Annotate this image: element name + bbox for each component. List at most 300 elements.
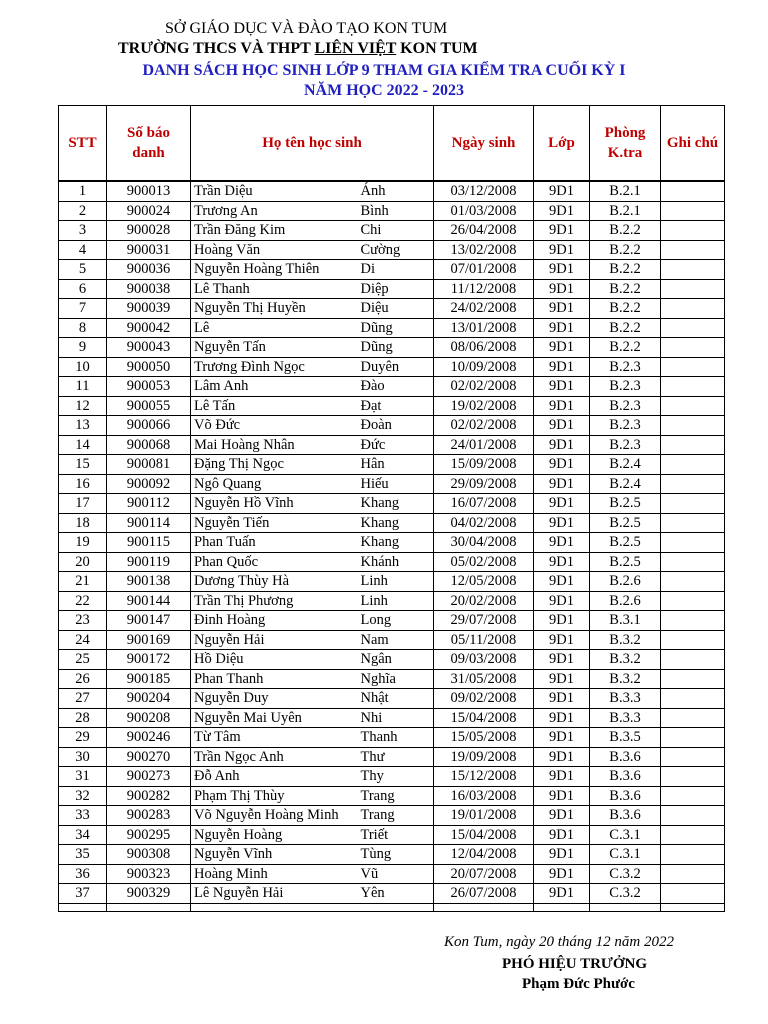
row-given-name: Nhi: [359, 708, 434, 728]
row-room: B.3.6: [590, 747, 661, 767]
row-sbd: 900283: [107, 806, 191, 826]
row-dob: 09/02/2008: [434, 689, 534, 709]
row-given-name: Tùng: [359, 845, 434, 865]
row-given-name: Đạt: [359, 396, 434, 416]
row-class: 9D1: [534, 650, 590, 670]
row-dob: 15/12/2008: [434, 767, 534, 787]
table-row: [59, 533, 725, 553]
row-room: B.2.2: [590, 318, 661, 338]
row-last-middle-name: Nguyễn Hồ Vĩnh: [191, 494, 359, 514]
row-stt: 8: [59, 318, 107, 338]
row-sbd: 900273: [107, 767, 191, 787]
row-sbd: 900039: [107, 299, 191, 319]
row-dob: 26/04/2008: [434, 221, 534, 241]
row-room: B.2.3: [590, 377, 661, 397]
row-dob: 01/03/2008: [434, 201, 534, 221]
row-class: 9D1: [534, 864, 590, 884]
row-given-name: Ngân: [359, 650, 434, 670]
row-sbd: 900081: [107, 455, 191, 475]
school-year: NĂM HỌC 2022 - 2023: [304, 82, 464, 99]
row-dob: 24/02/2008: [434, 299, 534, 319]
row-dob: 02/02/2008: [434, 377, 534, 397]
table-row: [59, 299, 725, 319]
row-class: 9D1: [534, 747, 590, 767]
row-last-middle-name: Nguyễn Mai Uyên: [191, 708, 359, 728]
table-row: [59, 201, 725, 221]
row-room: B.3.2: [590, 650, 661, 670]
row-class: 9D1: [534, 318, 590, 338]
row-dob: 03/12/2008: [434, 182, 534, 202]
row-class: 9D1: [534, 708, 590, 728]
row-stt: 29: [59, 728, 107, 748]
row-stt: 15: [59, 455, 107, 475]
row-room: B.2.4: [590, 455, 661, 475]
row-room: B.2.2: [590, 260, 661, 280]
row-note: [661, 357, 725, 377]
row-given-name: Nghĩa: [359, 669, 434, 689]
row-room: B.3.6: [590, 767, 661, 787]
row-sbd: 900282: [107, 786, 191, 806]
row-room: B.3.2: [590, 669, 661, 689]
table-row: [59, 650, 725, 670]
row-class: 9D1: [534, 299, 590, 319]
row-stt: 31: [59, 767, 107, 787]
table-row: [59, 513, 725, 533]
table-header-row: [59, 106, 725, 181]
row-sbd: 900323: [107, 864, 191, 884]
row-stt: 18: [59, 513, 107, 533]
row-given-name: Dũng: [359, 338, 434, 358]
table-row: [59, 611, 725, 631]
table-row: [59, 630, 725, 650]
row-sbd: 900169: [107, 630, 191, 650]
row-class: 9D1: [534, 689, 590, 709]
row-last-middle-name: Dương Thùy Hà: [191, 572, 359, 592]
row-note: [661, 182, 725, 202]
row-stt: 24: [59, 630, 107, 650]
table-row: [59, 708, 725, 728]
row-dob: 04/02/2008: [434, 513, 534, 533]
table-row: [59, 825, 725, 845]
row-note: [661, 708, 725, 728]
row-given-name: Yên: [359, 884, 434, 904]
row-note: [661, 533, 725, 553]
row-room: B.2.5: [590, 494, 661, 514]
row-stt: 26: [59, 669, 107, 689]
row-given-name: Đào: [359, 377, 434, 397]
row-class: 9D1: [534, 416, 590, 436]
row-class: 9D1: [534, 767, 590, 787]
row-given-name: Khang: [359, 494, 434, 514]
row-stt: 37: [59, 884, 107, 904]
row-given-name: Thư: [359, 747, 434, 767]
row-note: [661, 201, 725, 221]
row-room: B.2.3: [590, 396, 661, 416]
row-last-middle-name: Phan Thanh: [191, 669, 359, 689]
row-last-middle-name: Trần Đăng Kim: [191, 221, 359, 241]
row-stt: 2: [59, 201, 107, 221]
row-room: B.2.2: [590, 299, 661, 319]
row-last-middle-name: Võ Nguyễn Hoàng Minh: [191, 806, 359, 826]
row-last-middle-name: Trần Thị Phương: [191, 591, 359, 611]
row-stt: 16: [59, 474, 107, 494]
row-class: 9D1: [534, 728, 590, 748]
school-name: [118, 40, 478, 58]
row-given-name: Ánh: [359, 182, 434, 202]
row-given-name: Hiếu: [359, 474, 434, 494]
row-sbd: 900038: [107, 279, 191, 299]
row-dob: 08/06/2008: [434, 338, 534, 358]
row-note: [661, 513, 725, 533]
row-note: [661, 260, 725, 280]
row-dob: 16/03/2008: [434, 786, 534, 806]
row-room: B.2.6: [590, 572, 661, 592]
row-last-middle-name: Nguyễn Tấn: [191, 338, 359, 358]
row-room: C.3.2: [590, 864, 661, 884]
row-class: 9D1: [534, 279, 590, 299]
header-stt: STT: [59, 106, 107, 181]
row-last-middle-name: Trương Đình Ngọc: [191, 357, 359, 377]
row-given-name: Duyên: [359, 357, 434, 377]
row-note: [661, 435, 725, 455]
row-dob: 15/09/2008: [434, 455, 534, 475]
row-last-middle-name: Từ Tâm: [191, 728, 359, 748]
table-row: [59, 338, 725, 358]
row-given-name: Cường: [359, 240, 434, 260]
student-rows: [59, 182, 725, 904]
table-row: [59, 786, 725, 806]
row-note: [661, 669, 725, 689]
row-sbd: 900270: [107, 747, 191, 767]
table-row: [59, 260, 725, 280]
row-last-middle-name: Hoàng Minh: [191, 864, 359, 884]
row-note: [661, 240, 725, 260]
row-last-middle-name: Phan Quốc: [191, 552, 359, 572]
row-last-middle-name: Đỗ Anh: [191, 767, 359, 787]
row-room: B.3.3: [590, 708, 661, 728]
row-room: B.2.3: [590, 416, 661, 436]
row-note: [661, 591, 725, 611]
row-class: 9D1: [534, 513, 590, 533]
row-stt: 4: [59, 240, 107, 260]
row-room: B.2.2: [590, 240, 661, 260]
row-sbd: 900024: [107, 201, 191, 221]
row-note: [661, 884, 725, 904]
row-dob: 31/05/2008: [434, 669, 534, 689]
row-last-middle-name: Đinh Hoàng: [191, 611, 359, 631]
row-stt: 7: [59, 299, 107, 319]
row-stt: 6: [59, 279, 107, 299]
row-given-name: Chi: [359, 221, 434, 241]
row-room: B.2.2: [590, 221, 661, 241]
row-last-middle-name: Hồ Diệu: [191, 650, 359, 670]
row-last-middle-name: Nguyễn Thị Huyền: [191, 299, 359, 319]
row-class: 9D1: [534, 396, 590, 416]
row-note: [661, 455, 725, 475]
row-note: [661, 825, 725, 845]
row-dob: 19/02/2008: [434, 396, 534, 416]
table-row: [59, 572, 725, 592]
table-row: [59, 474, 725, 494]
row-note: [661, 572, 725, 592]
department-name: SỞ GIÁO DỤC VÀ ĐÀO TẠO KON TUM: [165, 20, 448, 37]
row-class: 9D1: [534, 845, 590, 865]
student-list-table: [58, 105, 725, 912]
row-given-name: Linh: [359, 572, 434, 592]
row-sbd: 900295: [107, 825, 191, 845]
row-stt: 33: [59, 806, 107, 826]
row-class: 9D1: [534, 338, 590, 358]
table-row: [59, 767, 725, 787]
row-dob: 20/07/2008: [434, 864, 534, 884]
row-class: 9D1: [534, 786, 590, 806]
row-note: [661, 689, 725, 709]
row-room: B.2.5: [590, 552, 661, 572]
row-given-name: Hân: [359, 455, 434, 475]
row-sbd: 900043: [107, 338, 191, 358]
row-last-middle-name: Phan Tuấn: [191, 533, 359, 553]
row-sbd: 900144: [107, 591, 191, 611]
row-note: [661, 279, 725, 299]
row-note: [661, 221, 725, 241]
row-given-name: Triết: [359, 825, 434, 845]
row-last-middle-name: Mai Hoàng Nhân: [191, 435, 359, 455]
table-row: [59, 416, 725, 436]
document-title: DANH SÁCH HỌC SINH LỚP 9 THAM GIA KIỂM TRA CUỐI KỲ I: [142, 62, 626, 79]
row-note: [661, 416, 725, 436]
row-given-name: Dũng: [359, 318, 434, 338]
row-note: [661, 767, 725, 787]
row-note: [661, 728, 725, 748]
place-date: Kon Tum, ngày 20 tháng 12 năm 2022: [444, 934, 675, 950]
table-row: [59, 455, 725, 475]
row-sbd: 900115: [107, 533, 191, 553]
row-class: 9D1: [534, 240, 590, 260]
row-sbd: 900042: [107, 318, 191, 338]
table-row: [59, 396, 725, 416]
row-room: B.2.3: [590, 435, 661, 455]
signer-name: Phạm Đức Phước: [522, 976, 635, 992]
row-class: 9D1: [534, 357, 590, 377]
table-row: [59, 221, 725, 241]
row-last-middle-name: Trần Diệu: [191, 182, 359, 202]
header-name: Họ tên học sinh: [191, 106, 434, 181]
row-given-name: Trang: [359, 806, 434, 826]
row-room: C.3.2: [590, 884, 661, 904]
row-dob: 11/12/2008: [434, 279, 534, 299]
row-sbd: 900031: [107, 240, 191, 260]
row-sbd: 900138: [107, 572, 191, 592]
school-name-prefix: TRƯỜNG THCS VÀ THPT: [118, 40, 315, 57]
row-note: [661, 474, 725, 494]
row-note: [661, 864, 725, 884]
row-stt: 3: [59, 221, 107, 241]
row-sbd: 900204: [107, 689, 191, 709]
row-note: [661, 630, 725, 650]
school-name-underlined: LIÊN VIỆT: [314, 40, 397, 57]
table-row: [59, 864, 725, 884]
row-given-name: Diệp: [359, 279, 434, 299]
row-room: B.2.6: [590, 591, 661, 611]
row-last-middle-name: Lê Thanh: [191, 279, 359, 299]
header-note: Ghi chú: [661, 106, 725, 181]
row-stt: 13: [59, 416, 107, 436]
row-note: [661, 299, 725, 319]
row-class: 9D1: [534, 669, 590, 689]
row-dob: 05/11/2008: [434, 630, 534, 650]
row-room: B.2.2: [590, 338, 661, 358]
row-dob: 24/01/2008: [434, 435, 534, 455]
row-class: 9D1: [534, 221, 590, 241]
row-room: B.3.6: [590, 786, 661, 806]
row-note: [661, 552, 725, 572]
header-sbd: Số báo danh: [107, 106, 191, 181]
row-room: B.2.5: [590, 533, 661, 553]
row-last-middle-name: Đặng Thị Ngọc: [191, 455, 359, 475]
row-note: [661, 494, 725, 514]
row-sbd: 900172: [107, 650, 191, 670]
row-sbd: 900185: [107, 669, 191, 689]
row-dob: 29/07/2008: [434, 611, 534, 631]
row-last-middle-name: Trần Ngọc Anh: [191, 747, 359, 767]
row-note: [661, 396, 725, 416]
row-room: B.2.1: [590, 201, 661, 221]
table-row: [59, 689, 725, 709]
row-dob: 12/04/2008: [434, 845, 534, 865]
row-last-middle-name: Trương An: [191, 201, 359, 221]
row-dob: 13/02/2008: [434, 240, 534, 260]
row-stt: 5: [59, 260, 107, 280]
row-dob: 15/04/2008: [434, 708, 534, 728]
row-sbd: 900308: [107, 845, 191, 865]
row-dob: 26/07/2008: [434, 884, 534, 904]
table-row: [59, 552, 725, 572]
row-last-middle-name: Nguyễn Vĩnh: [191, 845, 359, 865]
row-sbd: 900114: [107, 513, 191, 533]
table-row: [59, 240, 725, 260]
row-sbd: 900112: [107, 494, 191, 514]
row-stt: 14: [59, 435, 107, 455]
row-class: 9D1: [534, 630, 590, 650]
row-given-name: Bình: [359, 201, 434, 221]
row-last-middle-name: Hoàng Văn: [191, 240, 359, 260]
table-row: [59, 591, 725, 611]
row-given-name: Diệu: [359, 299, 434, 319]
row-room: B.3.6: [590, 806, 661, 826]
row-room: B.2.3: [590, 357, 661, 377]
row-class: 9D1: [534, 611, 590, 631]
table-row: [59, 728, 725, 748]
row-stt: 36: [59, 864, 107, 884]
row-given-name: Linh: [359, 591, 434, 611]
row-given-name: Trang: [359, 786, 434, 806]
table-row: [59, 806, 725, 826]
row-last-middle-name: Lâm Anh: [191, 377, 359, 397]
row-class: 9D1: [534, 201, 590, 221]
row-sbd: 900068: [107, 435, 191, 455]
row-stt: 34: [59, 825, 107, 845]
row-stt: 27: [59, 689, 107, 709]
row-class: 9D1: [534, 260, 590, 280]
row-note: [661, 377, 725, 397]
table-row: [59, 669, 725, 689]
row-stt: 23: [59, 611, 107, 631]
row-dob: 19/01/2008: [434, 806, 534, 826]
row-dob: 13/01/2008: [434, 318, 534, 338]
row-given-name: Thanh: [359, 728, 434, 748]
row-last-middle-name: Nguyễn Duy: [191, 689, 359, 709]
row-note: [661, 611, 725, 631]
table-row: [59, 845, 725, 865]
row-class: 9D1: [534, 377, 590, 397]
row-sbd: 900208: [107, 708, 191, 728]
row-stt: 19: [59, 533, 107, 553]
row-note: [661, 747, 725, 767]
row-sbd: 900053: [107, 377, 191, 397]
row-stt: 35: [59, 845, 107, 865]
row-room: B.2.1: [590, 182, 661, 202]
row-sbd: 900246: [107, 728, 191, 748]
row-dob: 10/09/2008: [434, 357, 534, 377]
table-row: [59, 318, 725, 338]
row-class: 9D1: [534, 435, 590, 455]
table-row: [59, 884, 725, 904]
row-dob: 09/03/2008: [434, 650, 534, 670]
row-room: B.2.5: [590, 513, 661, 533]
row-sbd: 900329: [107, 884, 191, 904]
row-given-name: Khang: [359, 513, 434, 533]
table-row: [59, 747, 725, 767]
row-given-name: Vũ: [359, 864, 434, 884]
row-stt: 30: [59, 747, 107, 767]
row-last-middle-name: Nguyễn Hoàng Thiên: [191, 260, 359, 280]
table-row: [59, 435, 725, 455]
row-given-name: Khánh: [359, 552, 434, 572]
row-note: [661, 650, 725, 670]
row-class: 9D1: [534, 455, 590, 475]
row-given-name: Thy: [359, 767, 434, 787]
row-class: 9D1: [534, 825, 590, 845]
row-class: 9D1: [534, 494, 590, 514]
row-dob: 12/05/2008: [434, 572, 534, 592]
row-class: 9D1: [534, 572, 590, 592]
row-stt: 28: [59, 708, 107, 728]
school-name-suffix: KON TUM: [396, 40, 478, 57]
row-given-name: Nhật: [359, 689, 434, 709]
row-last-middle-name: Phạm Thị Thùy: [191, 786, 359, 806]
row-stt: 22: [59, 591, 107, 611]
table-row: [59, 182, 725, 202]
row-given-name: Nam: [359, 630, 434, 650]
row-note: [661, 786, 725, 806]
row-sbd: 900055: [107, 396, 191, 416]
row-stt: 20: [59, 552, 107, 572]
row-class: 9D1: [534, 474, 590, 494]
row-stt: 17: [59, 494, 107, 514]
row-dob: 29/09/2008: [434, 474, 534, 494]
row-note: [661, 806, 725, 826]
row-last-middle-name: Nguyễn Hải: [191, 630, 359, 650]
row-last-middle-name: Nguyễn Tiến: [191, 513, 359, 533]
row-dob: 19/09/2008: [434, 747, 534, 767]
row-class: 9D1: [534, 591, 590, 611]
row-dob: 20/02/2008: [434, 591, 534, 611]
row-class: 9D1: [534, 182, 590, 202]
row-sbd: 900028: [107, 221, 191, 241]
row-given-name: Khang: [359, 533, 434, 553]
table-row: [59, 357, 725, 377]
header-dob: Ngày sinh: [434, 106, 534, 181]
